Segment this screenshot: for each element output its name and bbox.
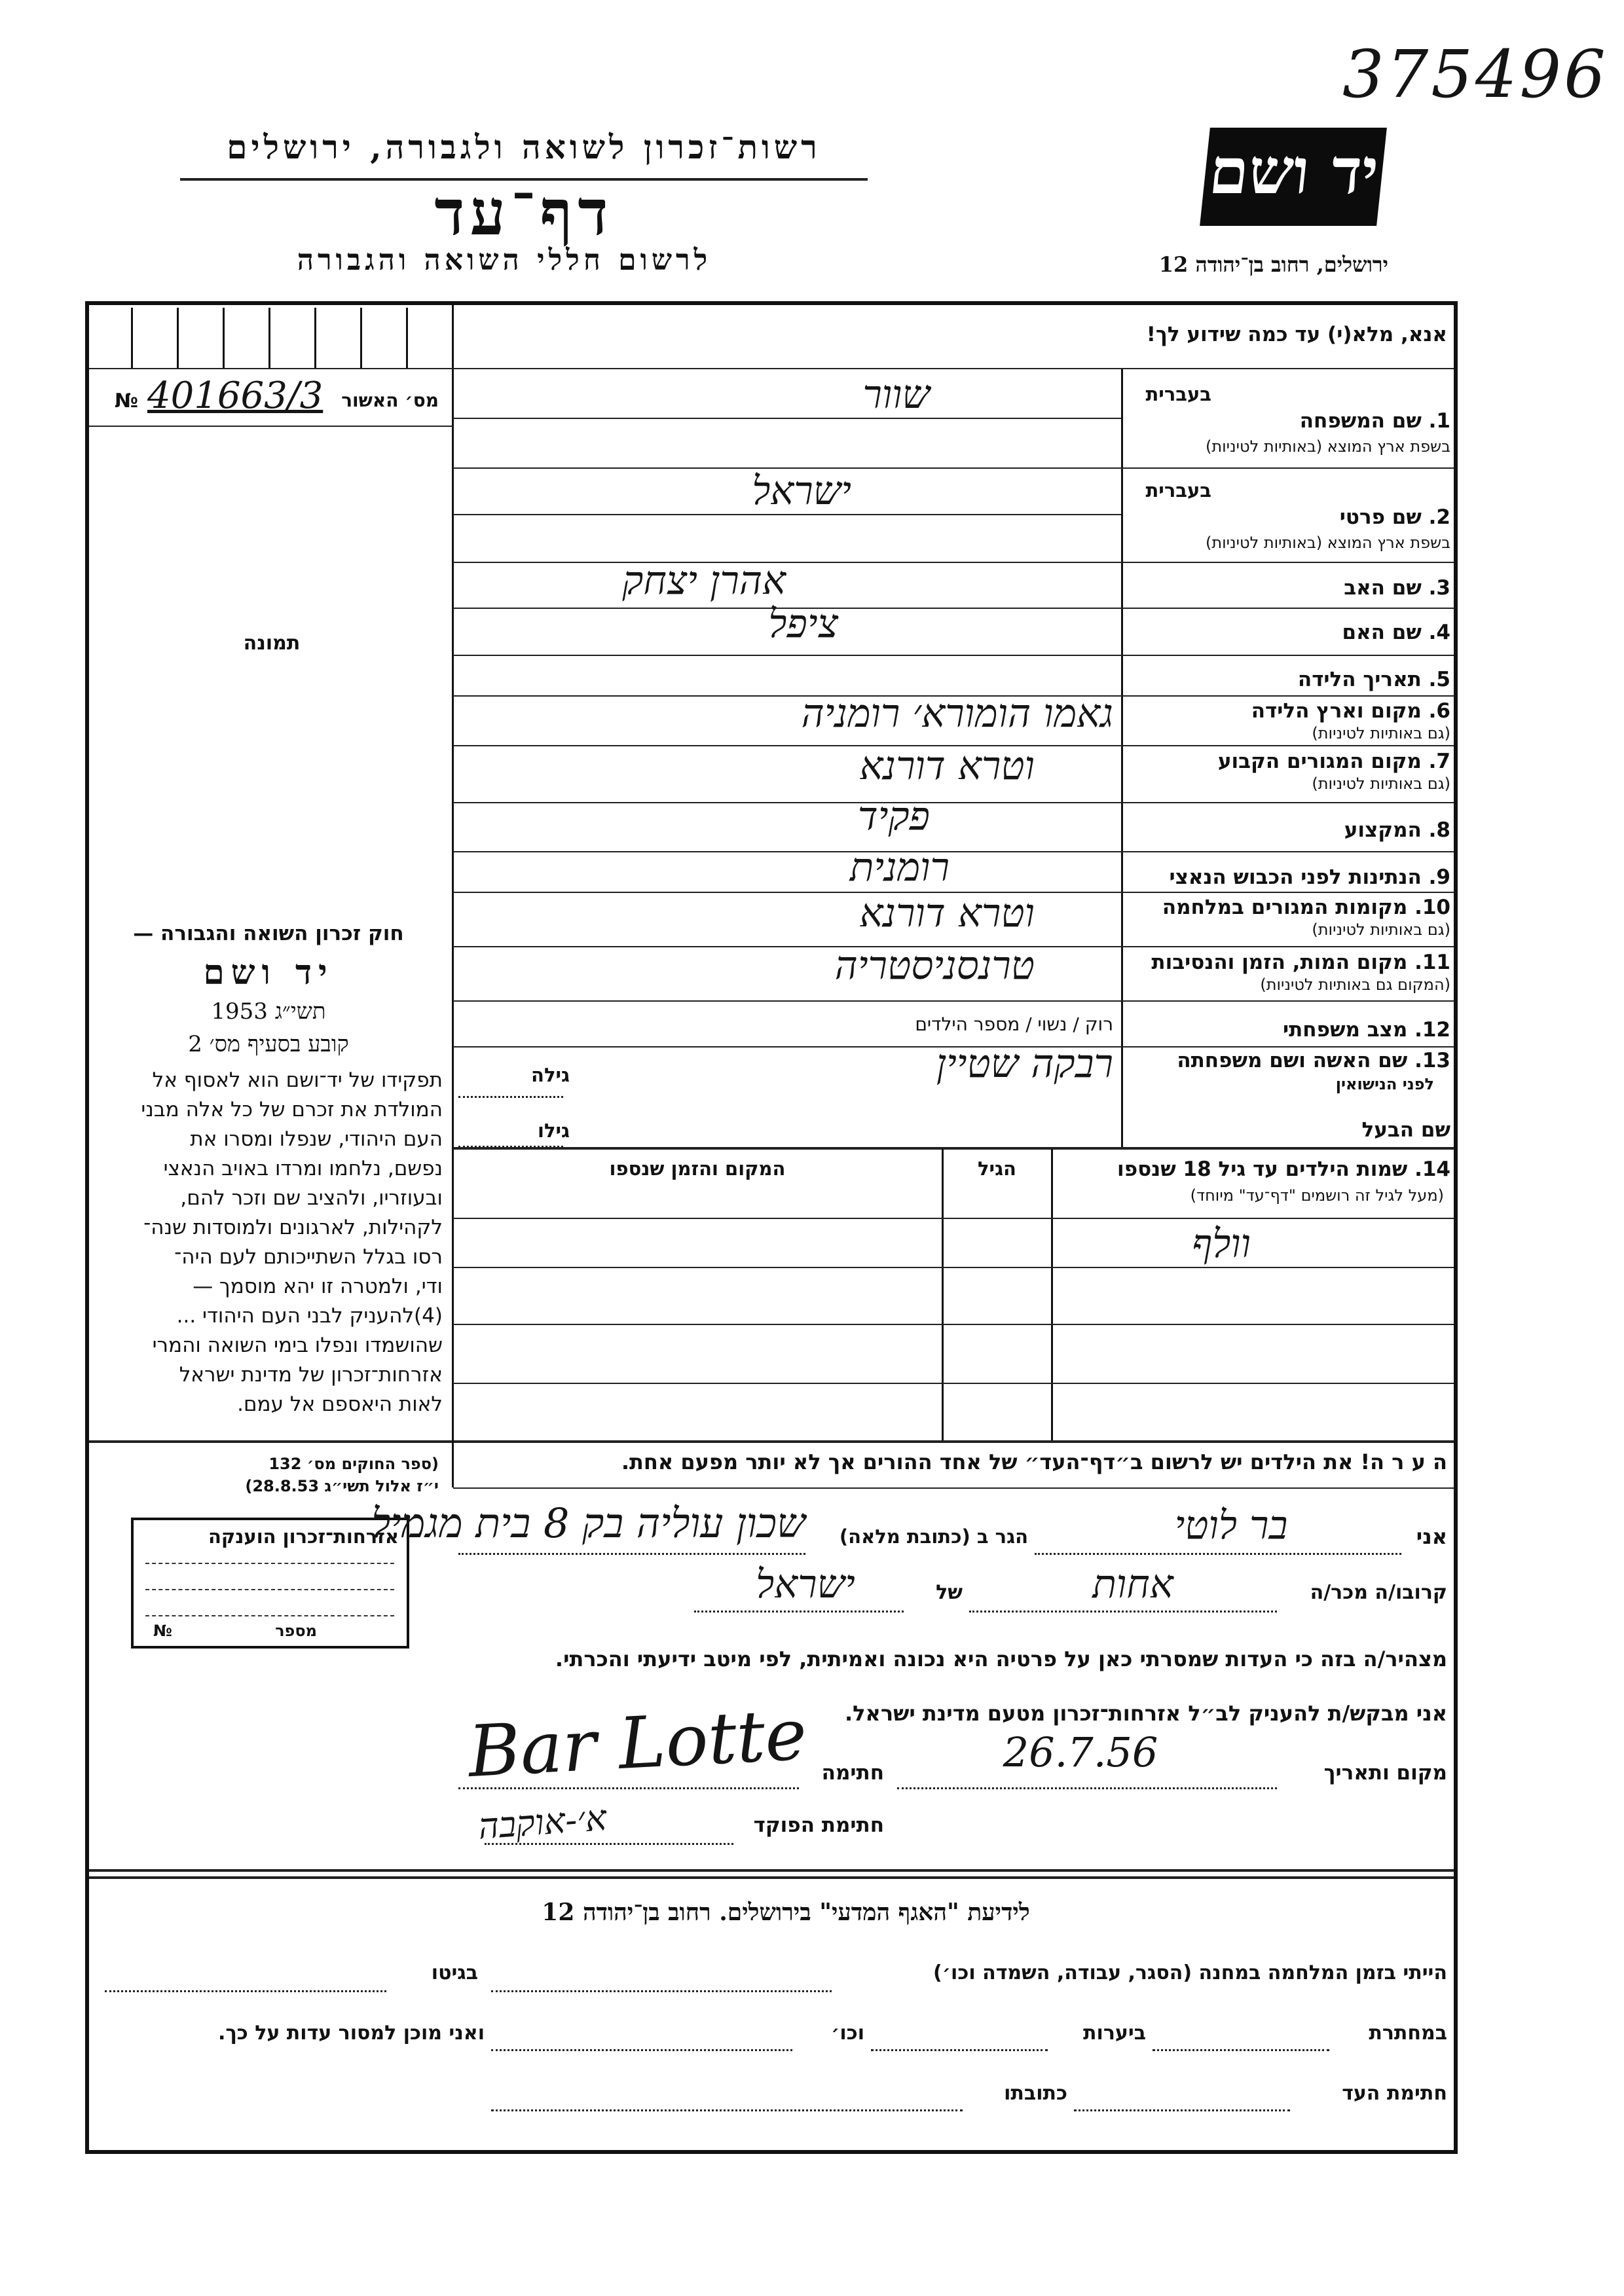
field-value: וטרא דורנא <box>859 743 1035 789</box>
signature-label: חתימה <box>821 1761 884 1785</box>
field-label: 6. מקום וארץ הלידה <box>1251 699 1450 723</box>
field-note: לפני הנישואין <box>1335 1075 1434 1093</box>
wife-age-label: גילה <box>531 1064 570 1086</box>
intro-bottom <box>453 368 1454 369</box>
declaration-text: מצהיר/ה בזה כי העדות שמסרתי כאן על פרטיה היא נכונה ואמיתית, לפי מיטב ידיעתי והכרתי. <box>555 1647 1447 1671</box>
field-label: 1. שם המשפחה <box>1299 409 1450 433</box>
certificate-number-label: מספר <box>275 1622 317 1640</box>
children-place-header: המקום והזמן שנספו <box>609 1157 786 1180</box>
sidebar-year: תשי״ג 1953 <box>211 998 326 1025</box>
bottom-line1b: בגיטו <box>431 1961 478 1984</box>
declarant-address: שכון עוליה בק 8 בית מגמיל <box>371 1499 805 1547</box>
label-column-divider <box>1121 368 1123 1147</box>
bottom-line3b: כתובתו <box>1004 2082 1067 2105</box>
field-value: גאמו הומורא׳ רומניה <box>801 691 1113 737</box>
children-note: (מעל לגיל זה רושמים "דף־עד" מיוחד) <box>1190 1186 1444 1205</box>
yad-vashem-logo <box>1200 128 1387 226</box>
forests-blank <box>871 2049 1048 2051</box>
child-name: וולף <box>1192 1221 1251 1267</box>
underground-blank <box>1153 2049 1329 2051</box>
children-note-warning: ה ע ר ה! את הילדים יש לרשום ב״דף־העד״ של אחד ההורים אך לא יותר מפעם אחת. <box>621 1449 1447 1474</box>
field-value: אהרן יצחק <box>622 558 786 604</box>
bottom-line3a: חתימת העד <box>1342 2082 1447 2105</box>
field-value: רבקה שטיין <box>936 1041 1113 1087</box>
of-label: של <box>936 1581 963 1604</box>
field-value: ציפל <box>768 601 838 647</box>
logo-text: יד ושם <box>1206 134 1382 208</box>
field-note: (גם באותיות לטיניות) <box>1312 774 1450 793</box>
approval-label: מס׳ האשור <box>341 390 439 411</box>
paragraph-line: אזרחות־זכרון של מדינת ישראל <box>179 1363 443 1387</box>
field-value: רומנית <box>849 845 950 890</box>
paragraph-line: תפקידו של יד־ושם הוא לאסוף אל <box>152 1068 443 1092</box>
sidebar-clause: קובע בסעיף מס׳ 2 <box>188 1031 349 1057</box>
witness-signature-blank <box>1074 2109 1290 2111</box>
declarant-ani: אני <box>1416 1524 1447 1549</box>
resides-label: הגר ב (כתובת מלאה) <box>839 1525 1028 1548</box>
field-hint: רוק / נשוי / מספר הילדים <box>915 1013 1113 1035</box>
field-value: פקיד <box>857 793 930 839</box>
approval-row-bottom <box>89 426 453 427</box>
field-label: 2. שם פרטי <box>1339 505 1450 529</box>
field-label: 8. המקצוע <box>1344 818 1450 842</box>
field-value: שוור <box>862 372 930 418</box>
field-note: (גם באותיות לטיניות) <box>1312 920 1450 939</box>
etc-blank <box>491 2049 792 2051</box>
footnote-1: (ספר החוקים מס׳ 132 <box>268 1455 439 1473</box>
children-label: 14. שמות הילדים עד גיל 18 שנספו <box>1117 1157 1450 1181</box>
bottom-separator-1 <box>89 1869 1454 1872</box>
address-line: ירושלים, רחוב בן־יהודה 12 <box>1158 252 1388 277</box>
paragraph-line: שהושמדו ונפלו בימי השואה והמרי <box>152 1334 443 1357</box>
place-date-value: 26.7.56 <box>1003 1728 1158 1776</box>
camp-blank <box>491 1990 832 1992</box>
sidebar-paragraph <box>97 1066 443 1419</box>
field-label: 4. שם האם <box>1342 621 1450 644</box>
relative-label: קרובו/ה מכר/ה <box>1310 1581 1447 1604</box>
paragraph-line: נפשם, נלחמו ומרדו באויב הנאצי <box>163 1157 443 1180</box>
sidebar-logo: יד ושם <box>203 953 334 993</box>
field-label: 13. שם האשה ושם משפחתה <box>1177 1049 1450 1072</box>
field-label: 12. מצב משפחתי <box>1282 1018 1450 1042</box>
bottom-separator-2 <box>89 1876 1454 1879</box>
paragraph-line: המולדת את זכרם של כל אלה מבני <box>141 1098 443 1121</box>
field-label: 10. מקומות המגורים במלחמה <box>1162 896 1450 919</box>
form-subtitle: לרשום חללי השואה והגבורה <box>297 244 712 277</box>
field-value: וטרא דורנא <box>859 890 1035 936</box>
field-label: 11. מקום המות, הזמן והנסיבות <box>1151 951 1450 974</box>
bottom-line1a: הייתי בזמן המלחמה במחנה (הסגר, עבודה, השמדה וכו׳) <box>933 1961 1447 1984</box>
bottom-line2a: במחתרת <box>1369 2022 1447 2045</box>
left-column-divider <box>452 305 454 1441</box>
note-rule <box>453 1487 1454 1489</box>
law-title: חוק זכרון השואה והגבורה — <box>133 922 404 945</box>
relation-value: אחות <box>1092 1561 1173 1607</box>
children-age-header: הגיל <box>978 1157 1016 1180</box>
official-signature: א׳-אוקבה <box>477 1797 608 1848</box>
field-note: בשפת ארץ המוצא (באותיות לטיניות) <box>1206 534 1450 552</box>
declarant-signature: Bar Lotte <box>466 1694 809 1794</box>
place-date-label: מקום ותאריך <box>1323 1761 1447 1785</box>
field-note: (המקום גם באותיות לטיניות) <box>1260 975 1450 994</box>
field-value: ישראל <box>752 468 851 514</box>
authority-title: רשות־זכרון לשואה ולגבורה, ירושלים <box>227 128 821 166</box>
paragraph-line: לקהילות, לארגונים ולמוסדות שנה־ <box>143 1216 443 1239</box>
bottom-line2c: וכו׳ <box>831 2022 864 2045</box>
approval-number: 401663/3 <box>147 374 323 417</box>
archive-number: 375496 <box>1342 36 1608 113</box>
certificate-title: אזרחות־זכרון הוענקה <box>208 1525 399 1548</box>
official-label: חתימת הפוקד <box>753 1813 884 1837</box>
bottom-line2d: ואני מוכן למסור עדות על כך. <box>218 2022 485 2045</box>
husband-age-label: גילו <box>538 1120 570 1142</box>
paragraph-line: ובעוזריו, ולהציב שם וזכר להם, <box>180 1186 443 1210</box>
tick-row <box>92 308 451 368</box>
paragraph-line: ודי, ולמטרה זו יהא מוסמך — <box>193 1275 443 1298</box>
declarant-name: בר לוטי <box>1174 1503 1288 1548</box>
field-label: 5. תאריך הלידה <box>1297 668 1450 691</box>
intro-text: אנא, מלא(י) עד כמה שידוע לך! <box>1146 323 1447 346</box>
paragraph-line: (4)להעניק לבני העם היהודי ... <box>176 1304 443 1328</box>
note-divider <box>452 1440 454 1487</box>
witness-address-blank <box>491 2109 963 2111</box>
paragraph-line: העם היהודי, שנפלו ומסרו את <box>190 1127 443 1151</box>
tick-row-bottom <box>89 368 453 369</box>
field-value: טרנסניסטריה <box>834 943 1035 989</box>
footnote-2: י״ז אלול תשי״ג 28.8.53) <box>245 1477 439 1495</box>
approval-prefix: № <box>115 390 139 412</box>
request-text: אני מבקש/ת להעניק לב״ל אזרחות־זכרון מטעם מדינת ישראל. <box>845 1701 1447 1726</box>
form-title: דף־עד <box>434 175 614 249</box>
bottom-line2b: ביערות <box>1083 2022 1146 2045</box>
ghetto-blank <box>105 1990 386 1992</box>
paragraph-line: רסו בגלל השתייכותם לעם היה־ <box>174 1245 443 1269</box>
field-label: 9. הנתינות לפני הכבוש הנאצי <box>1169 866 1450 889</box>
photo-label: תמונה <box>243 632 301 655</box>
of-name: ישראל <box>756 1561 855 1607</box>
husband-label: שם הבעל <box>1361 1118 1450 1142</box>
field-label: 7. מקום המגורים הקבוע <box>1217 750 1450 773</box>
field-label: 3. שם האב <box>1344 576 1450 600</box>
field-hint: בעברית <box>1145 383 1211 405</box>
field-note: (גם באותיות לטיניות) <box>1312 724 1450 742</box>
paragraph-line: לאות היאספם אל עמם. <box>237 1393 443 1416</box>
bottom-title: לידיעת "האגף המדעי" בירושלים. רחוב בן־יהודה 12 <box>542 1899 1030 1926</box>
field-note: בשפת ארץ המוצא (באותיות לטיניות) <box>1206 437 1450 456</box>
field-hint: בעברית <box>1145 479 1211 501</box>
certificate-prefix: № <box>153 1622 172 1640</box>
